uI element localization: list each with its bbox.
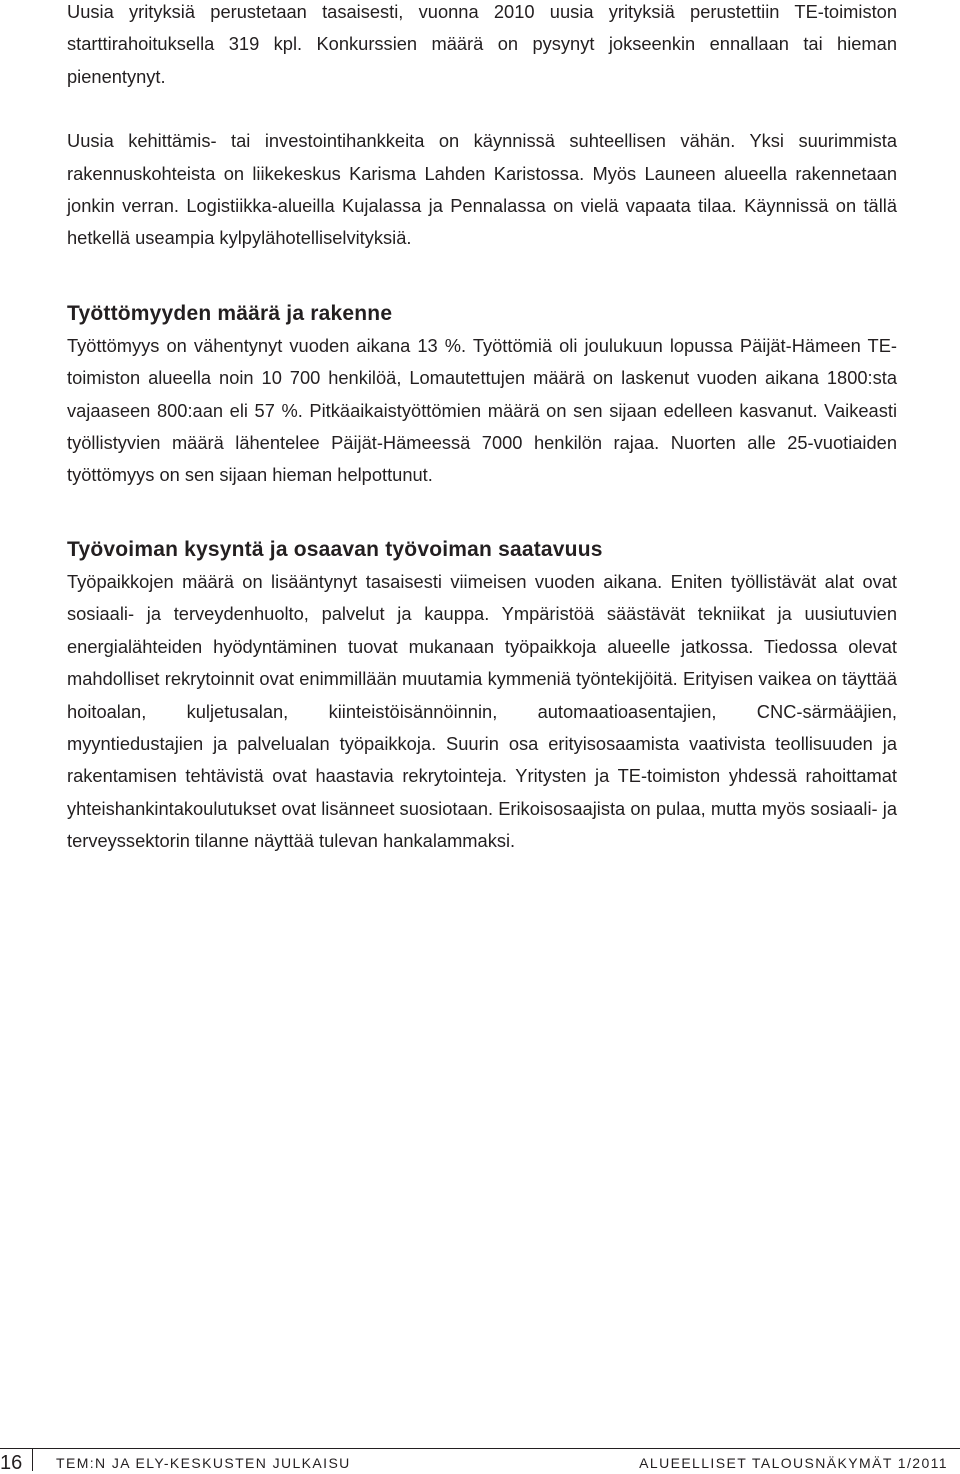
publication-title: ALUEELLISET TALOUSNÄKYMÄT 1/2011 xyxy=(639,1455,948,1471)
page-number: 16 xyxy=(0,1452,23,1474)
publication-series: TEM:N JA ELY-KESKUSTEN JULKAISU xyxy=(56,1455,351,1471)
footer-divider xyxy=(0,1448,960,1449)
footer-vertical-divider xyxy=(32,1448,33,1471)
page-body xyxy=(67,0,897,858)
paragraph-new-companies: Uusia yrityksiä perustetaan tasaisesti, vuonna 2010 uusia yrityksiä perustettiin TE-toimiston starttirahoituksella 319 kpl. Konkurssien määrä on pysynyt jokseenkin ennallaan tai hieman pienentynyt. xyxy=(67,1,897,87)
paragraph-unemployment: Työttömyys on vähentynyt vuoden aikana 13 %. Työttömiä oli joulukuun lopussa Päijät-Hämeen TE-toimiston alueella noin 10 700 henkilöä, Lomautettujen määrä on laskenut vuoden aikana 1800:sta vajaaseen 800:aan eli 57 %. Pitkäaikaistyöttömien määrä on sen sijaan edelleen kasvanut. Vaikeasti työllistyvien määrä lähentelee Päijät-Hämeessä 7000 henkilön rajaa. Nuorten alle 25-vuotiaiden työttömyys on sen sijaan hieman helpottunut. xyxy=(67,334,897,486)
paragraph-investment-projects: Uusia kehittämis- tai investointihankkeita on käynnissä suhteellisen vähän. Yksi suurimmista rakennuskohteista on liikekeskus Karisma Lahden Karistossa. Myös Launeen alueella rakennetaan jonkin verran. Logistiikka-alueilla Kujalassa ja Pennalassa on vielä vapaata tilaa. Käynnissä on tällä hetkellä useampia kylpylähotelliselvityksiä. xyxy=(67,130,897,249)
heading-labour-demand: Työvoiman kysyntä ja osaavan työvoiman saatavuus xyxy=(67,537,603,561)
paragraph-labour-demand: Työpaikkojen määrä on lisääntynyt tasaisesti viimeisen vuoden aikana. Eniten työllistävät alat ovat sosiaali- ja terveydenhuolto, palvelut ja kauppa. Ympäristöä säästävät tekniikat ja uusiutuvien energialähteiden hyödyntäminen tuovat mukanaan työpaikkoja alueelle jatkossa. Tiedossa olevat mahdolliset rekrytoinnit ovat enimmillään muutamia kymmeniä työntekijöitä. Erityisen vaikea on täyttää hoitoalan, kuljetusalan, kiinteistöisännöinnin, automaatioasentajien, CNC-särmääjien, myyntiedustajien ja palvelualan työpaikkoja. Suurin osa erityisosaamista vaativista teollisuuden ja rakentamisen tehtävistä ovat haastavia rekrytointeja. Yritysten ja TE-toimiston yhdessä rahoittamat yhteishankintakoulutukset ovat lisänneet suosiotaan. Erikoisosaajista on pulaa, mutta myös sosiaali- ja terveyssektorin tilanne näyttää tulevan hankalammaksi. xyxy=(67,570,897,852)
page-footer xyxy=(0,1440,960,1474)
heading-unemployment: Työttömyyden määrä ja rakenne xyxy=(67,301,393,325)
